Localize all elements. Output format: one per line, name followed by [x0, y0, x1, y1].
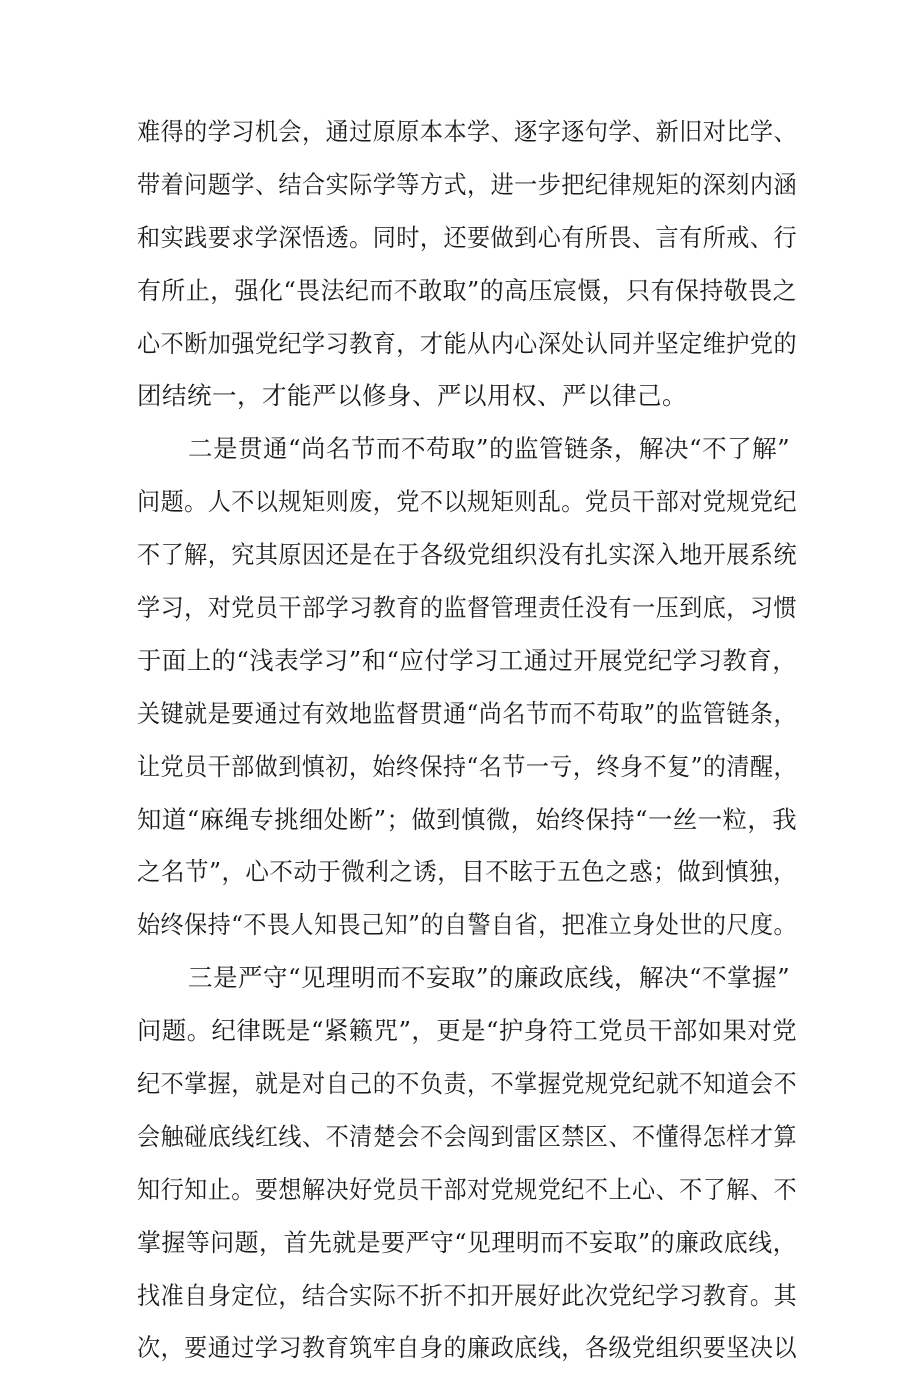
text-line: 团结统一，才能严以修身、严以用权、严以律己。: [137, 381, 687, 411]
text-line: 心不断加强党纪学习教育，才能从内心深处认同并坚定维护党的: [137, 328, 798, 358]
text-line: 问题。人不以规矩则废，党不以规矩则乱。党员干部对党规党纪: [137, 487, 798, 517]
text-line: 掌握等问题，首先就是要严守“见理明而不妄取”的廉政底线，: [137, 1227, 798, 1257]
paragraph-first-line: 三是严守“见理明而不妄取”的廉政底线，解决“不掌握”: [188, 963, 791, 993]
text-line: 次，要通过学习教育筑牢自身的廉政底线，各级党组织要坚决以: [137, 1333, 798, 1363]
text-line: 有所止，强化“畏法纪而不敢取”的高压宸慑，只有保持敬畏之: [137, 275, 798, 305]
text-line: 纪不掌握，就是对自己的不负责，不掌握党规党纪就不知道会不: [137, 1069, 798, 1099]
text-line: 知道“麻绳专挑细处断”；做到慎微，始终保持“一丝一粒，我: [137, 804, 798, 834]
paragraph-first-line: 二是贯通“尚名节而不苟取”的监管链条，解决“不了解”: [188, 434, 791, 464]
text-line: 会触碰底线红线、不清楚会不会闯到雷区禁区、不懂得怎样才算: [137, 1121, 798, 1151]
text-line: 学习，对党员干部学习教育的监督管理责任没有一压到底，习惯: [137, 593, 798, 623]
text-line: 之名节”，心不动于微利之诱，目不眩于五色之惑；做到慎独，: [137, 857, 798, 887]
text-line: 关键就是要通过有效地监督贯通“尚名节而不苟取”的监管链条，: [137, 698, 798, 728]
text-line: 不了解，究其原因还是在于各级党组织没有扎实深入地开展系统: [137, 540, 798, 570]
text-line: 于面上的“浅表学习”和“应付学习工通过开展党纪学习教育，: [137, 645, 798, 675]
text-line: 问题。纪律既是“紧籁咒”，更是“护身符工党员干部如果对党: [137, 1016, 798, 1046]
text-line: 知行知止。要想解决好党员干部对党规党纪不上心、不了解、不: [137, 1174, 798, 1204]
text-line: 带着问题学、结合实际学等方式，进一步把纪律规矩的深刻内涵: [137, 169, 798, 199]
body-text: [137, 106, 797, 1375]
text-line: 始终保持“不畏人知畏己知”的自警自省，把准立身处世的尺度。: [137, 910, 798, 940]
text-line: 和实践要求学深悟透。同时，还要做到心有所畏、言有所戒、行: [137, 222, 798, 252]
text-line: 找准自身定位，结合实际不折不扣开展好此次党纪学习教育。其: [137, 1280, 798, 1310]
text-line: 难得的学习机会，通过原原本本学、逐字逐句学、新旧对比学、: [137, 117, 798, 146]
text-line: 让党员干部做到慎初，始终保持“名节一亏，终身不复”的清醒，: [137, 751, 798, 781]
